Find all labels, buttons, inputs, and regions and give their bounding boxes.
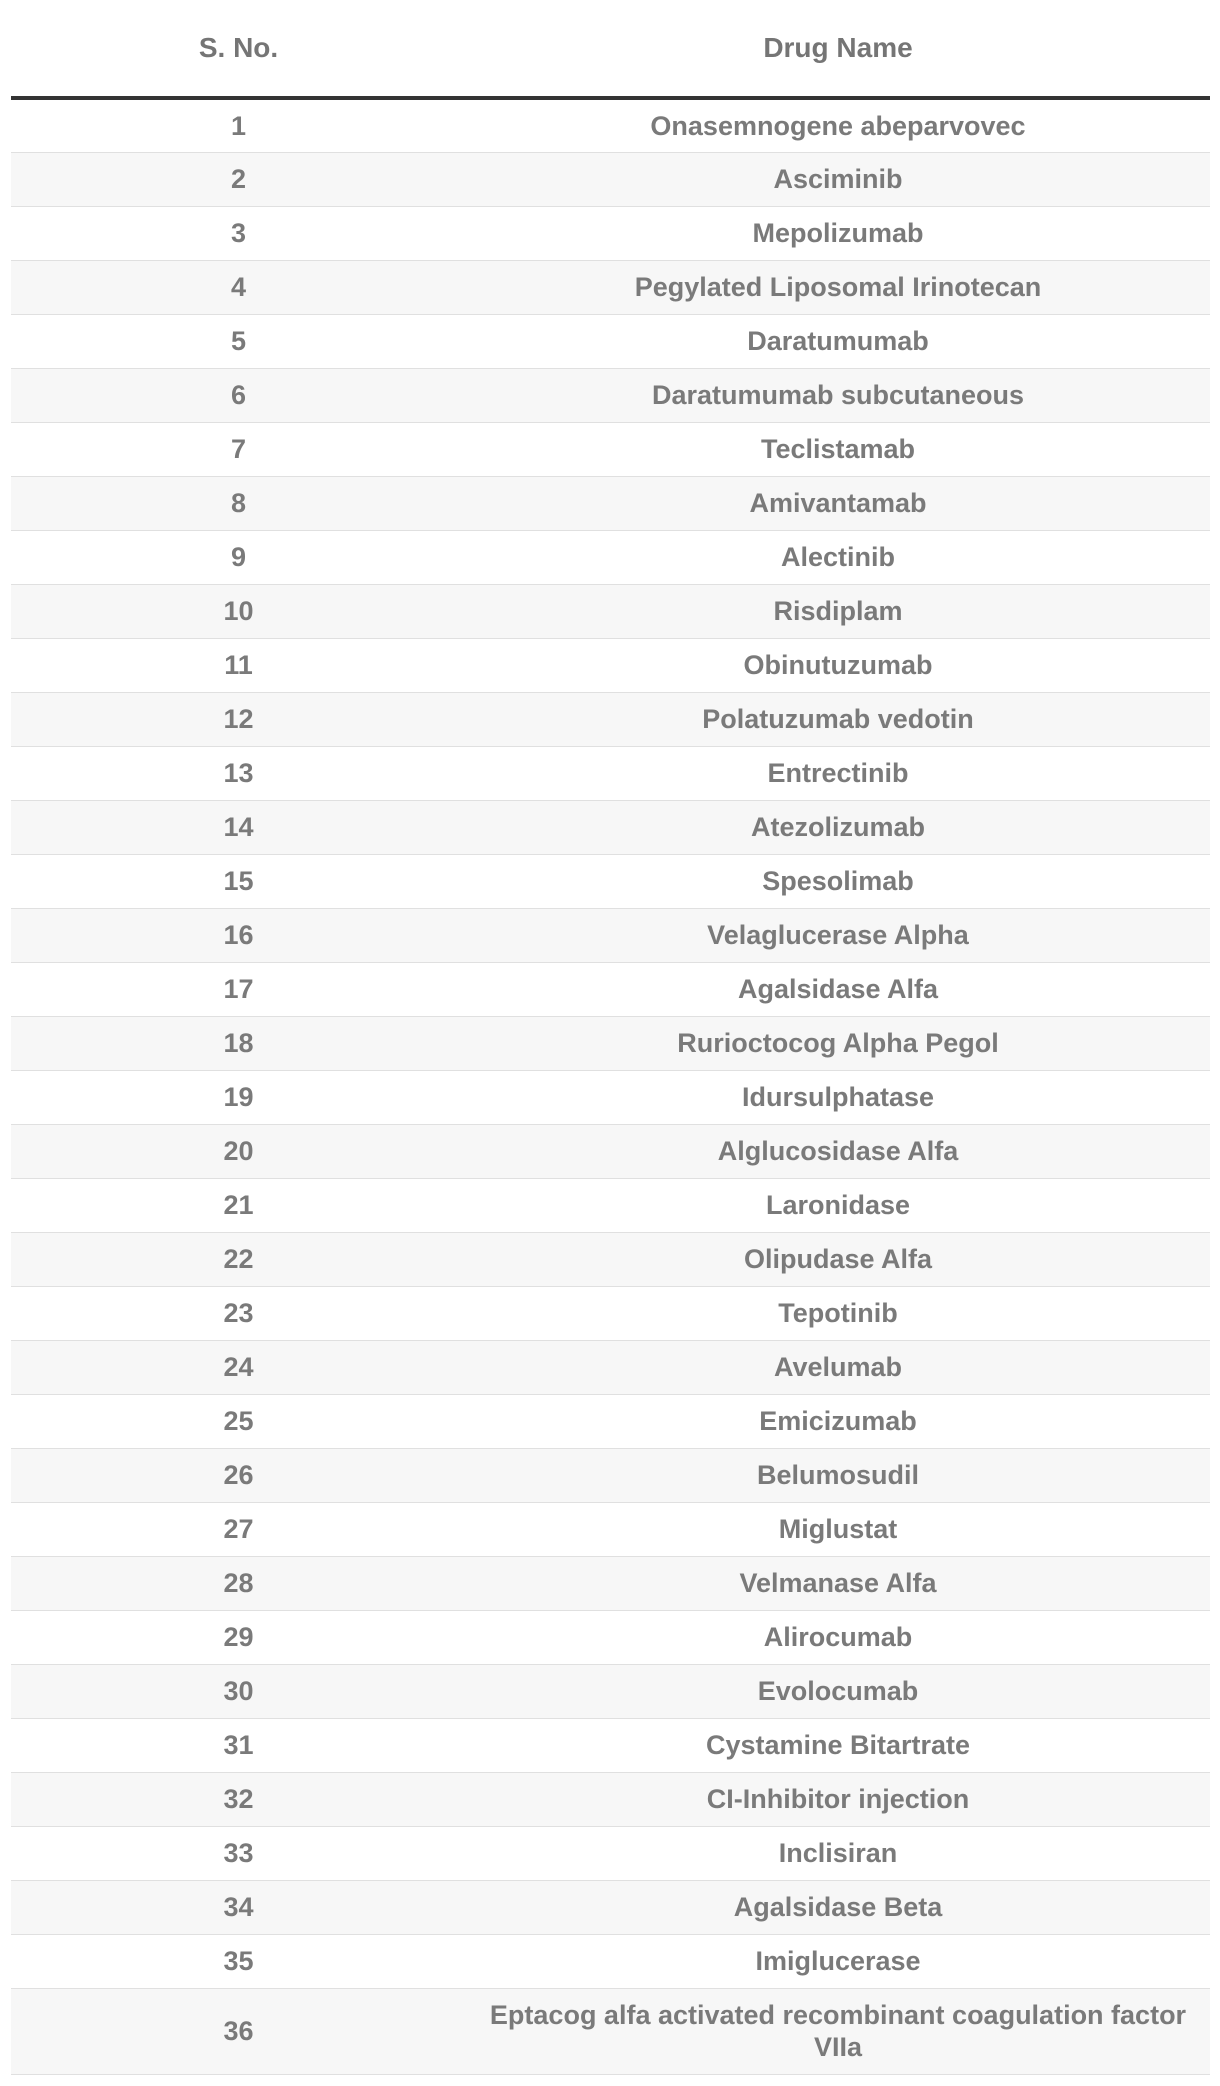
drug-table-container <box>11 0 1210 2075</box>
table-row <box>11 1016 1210 1070</box>
cell-drug-name: Pegylated Liposomal Irinotecan <box>466 260 1210 314</box>
cell-serial-number: 2 <box>11 152 466 206</box>
table-row <box>11 314 1210 368</box>
cell-drug-name: Daratumumab <box>466 314 1210 368</box>
cell-drug-name: Emicizumab <box>466 1394 1210 1448</box>
table-row <box>11 962 1210 1016</box>
cell-serial-number: 16 <box>11 908 466 962</box>
table-row <box>11 800 1210 854</box>
cell-serial-number: 13 <box>11 746 466 800</box>
cell-serial-number: 30 <box>11 1664 466 1718</box>
drug-table <box>11 0 1210 2075</box>
header-drug-name: Drug Name <box>466 0 1210 98</box>
table-row <box>11 638 1210 692</box>
cell-serial-number: 32 <box>11 1772 466 1826</box>
cell-drug-name: Daratumumab subcutaneous <box>466 368 1210 422</box>
table-row <box>11 1988 1210 2074</box>
cell-serial-number: 33 <box>11 1826 466 1880</box>
cell-drug-name: Olipudase Alfa <box>466 1232 1210 1286</box>
table-body <box>11 98 1210 2074</box>
table-row <box>11 1232 1210 1286</box>
cell-serial-number: 21 <box>11 1178 466 1232</box>
cell-drug-name: Onasemnogene abeparvovec <box>466 98 1210 152</box>
cell-drug-name: Entrectinib <box>466 746 1210 800</box>
table-row <box>11 1556 1210 1610</box>
cell-drug-name: Mepolizumab <box>466 206 1210 260</box>
table-row <box>11 530 1210 584</box>
table-row <box>11 854 1210 908</box>
cell-serial-number: 35 <box>11 1934 466 1988</box>
cell-drug-name: Alirocumab <box>466 1610 1210 1664</box>
cell-drug-name: Inclisiran <box>466 1826 1210 1880</box>
cell-drug-name: Avelumab <box>466 1340 1210 1394</box>
cell-serial-number: 7 <box>11 422 466 476</box>
table-row <box>11 1772 1210 1826</box>
cell-serial-number: 4 <box>11 260 466 314</box>
table-row <box>11 1124 1210 1178</box>
table-row <box>11 476 1210 530</box>
table-row <box>11 1070 1210 1124</box>
cell-serial-number: 5 <box>11 314 466 368</box>
cell-drug-name: Spesolimab <box>466 854 1210 908</box>
cell-serial-number: 25 <box>11 1394 466 1448</box>
cell-serial-number: 29 <box>11 1610 466 1664</box>
cell-serial-number: 18 <box>11 1016 466 1070</box>
cell-drug-name: Miglustat <box>466 1502 1210 1556</box>
table-row <box>11 1610 1210 1664</box>
cell-drug-name: Eptacog alfa activated recombinant coagulation factor VIIa <box>466 1988 1210 2074</box>
cell-serial-number: 26 <box>11 1448 466 1502</box>
cell-drug-name: Polatuzumab vedotin <box>466 692 1210 746</box>
cell-serial-number: 24 <box>11 1340 466 1394</box>
cell-drug-name: Atezolizumab <box>466 800 1210 854</box>
table-row <box>11 1664 1210 1718</box>
table-row <box>11 692 1210 746</box>
cell-serial-number: 19 <box>11 1070 466 1124</box>
cell-drug-name: Amivantamab <box>466 476 1210 530</box>
table-row <box>11 1826 1210 1880</box>
table-row <box>11 1394 1210 1448</box>
table-row <box>11 1178 1210 1232</box>
table-header <box>11 0 1210 98</box>
header-serial-number: S. No. <box>11 0 466 98</box>
table-row <box>11 368 1210 422</box>
table-row <box>11 908 1210 962</box>
cell-serial-number: 12 <box>11 692 466 746</box>
table-row <box>11 422 1210 476</box>
cell-drug-name: Rurioctocog Alpha Pegol <box>466 1016 1210 1070</box>
table-row <box>11 1934 1210 1988</box>
table-row <box>11 1718 1210 1772</box>
cell-serial-number: 8 <box>11 476 466 530</box>
cell-serial-number: 17 <box>11 962 466 1016</box>
cell-drug-name: Idursulphatase <box>466 1070 1210 1124</box>
cell-drug-name: Tepotinib <box>466 1286 1210 1340</box>
table-row <box>11 746 1210 800</box>
table-row <box>11 1286 1210 1340</box>
cell-drug-name: Imiglucerase <box>466 1934 1210 1988</box>
cell-drug-name: Alectinib <box>466 530 1210 584</box>
table-row <box>11 98 1210 152</box>
cell-drug-name: Velmanase Alfa <box>466 1556 1210 1610</box>
cell-drug-name: Asciminib <box>466 152 1210 206</box>
cell-serial-number: 31 <box>11 1718 466 1772</box>
cell-serial-number: 9 <box>11 530 466 584</box>
table-row <box>11 1502 1210 1556</box>
cell-serial-number: 14 <box>11 800 466 854</box>
table-row <box>11 584 1210 638</box>
cell-drug-name: Cystamine Bitartrate <box>466 1718 1210 1772</box>
table-row <box>11 152 1210 206</box>
table-row <box>11 1448 1210 1502</box>
cell-serial-number: 1 <box>11 98 466 152</box>
cell-serial-number: 23 <box>11 1286 466 1340</box>
cell-drug-name: Velaglucerase Alpha <box>466 908 1210 962</box>
table-row <box>11 206 1210 260</box>
cell-serial-number: 3 <box>11 206 466 260</box>
cell-drug-name: Alglucosidase Alfa <box>466 1124 1210 1178</box>
cell-serial-number: 15 <box>11 854 466 908</box>
cell-serial-number: 34 <box>11 1880 466 1934</box>
cell-serial-number: 20 <box>11 1124 466 1178</box>
cell-serial-number: 10 <box>11 584 466 638</box>
cell-serial-number: 22 <box>11 1232 466 1286</box>
cell-serial-number: 27 <box>11 1502 466 1556</box>
cell-drug-name: Belumosudil <box>466 1448 1210 1502</box>
cell-drug-name: Agalsidase Beta <box>466 1880 1210 1934</box>
cell-serial-number: 11 <box>11 638 466 692</box>
header-row <box>11 0 1210 98</box>
cell-drug-name: Risdiplam <box>466 584 1210 638</box>
cell-drug-name: Obinutuzumab <box>466 638 1210 692</box>
cell-drug-name: Teclistamab <box>466 422 1210 476</box>
table-row <box>11 1340 1210 1394</box>
table-row <box>11 1880 1210 1934</box>
cell-serial-number: 28 <box>11 1556 466 1610</box>
table-row <box>11 260 1210 314</box>
cell-drug-name: CI-Inhibitor injection <box>466 1772 1210 1826</box>
cell-serial-number: 6 <box>11 368 466 422</box>
cell-serial-number: 36 <box>11 1988 466 2074</box>
cell-drug-name: Evolocumab <box>466 1664 1210 1718</box>
cell-drug-name: Agalsidase Alfa <box>466 962 1210 1016</box>
cell-drug-name: Laronidase <box>466 1178 1210 1232</box>
